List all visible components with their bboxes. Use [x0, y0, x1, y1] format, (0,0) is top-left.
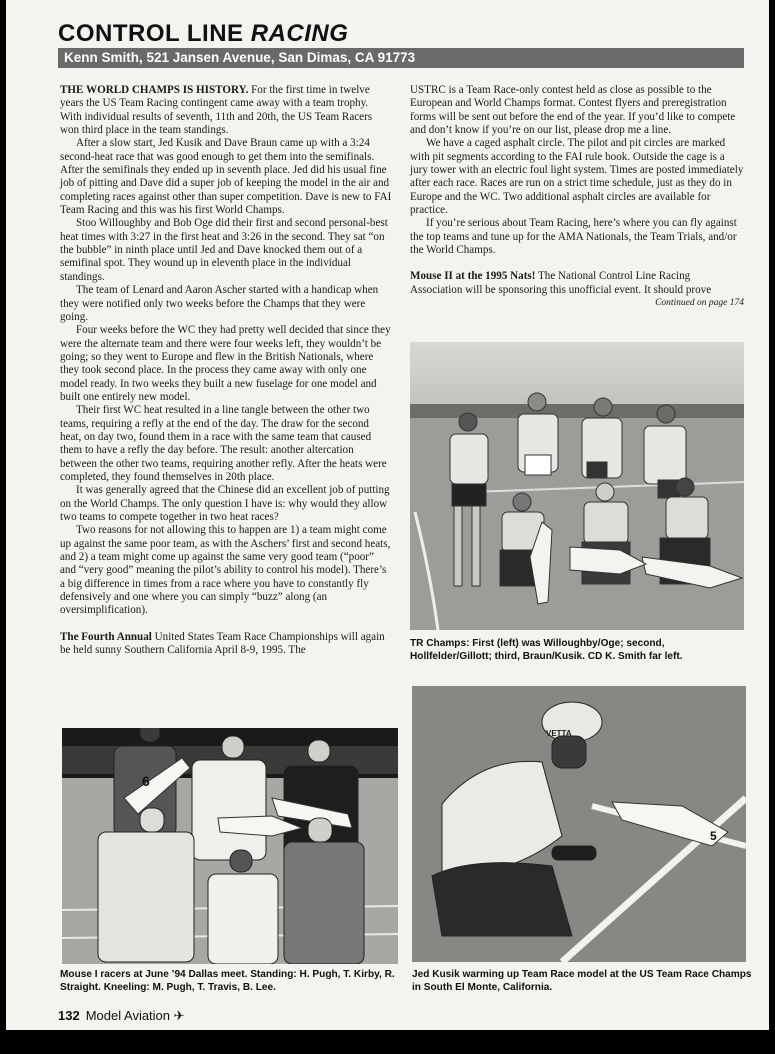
section-title: [58, 20, 348, 50]
photo-jed-kusik: [412, 686, 746, 962]
article-paragraph: Their first WC heat resulted in a line tangle between the other two teams, requiring a refly at the end of the day. The draw for the second heat, on day two, found them in a race with the same team that caused them to have a refly the day before. The result: another altercation between the other two teams, requiring another refly. After the heats were completed, they found themselves in 20th place.: [60, 404, 387, 483]
lead-in: Mouse II at the 1995 Nats!: [410, 270, 536, 283]
photo-jed-kusik-image: [412, 686, 746, 962]
magazine-name: Model Aviation: [85, 1008, 171, 1023]
left-column: [60, 84, 392, 657]
article-paragraph: [60, 631, 392, 658]
caption-jed-kusik: Jed Kusik warming up Team Race model at the US Team Race Champs in South El Monte, California.: [412, 969, 752, 993]
article-paragraph: Four weeks before the WC they had pretty well decided that since they were the alternate team and there were four weeks left, they wouldn’t be going; so they went to Europe and flew in the British Nationals, where they took second place. In the process they came away with only one model ready. In two weeks they built a new fuselage for one model and built one entirely new model.: [60, 324, 391, 403]
magazine-page: [6, 0, 769, 1030]
photo-tr-champs: [410, 342, 744, 630]
article-paragraph: It was generally agreed that the Chinese did an excellent job of putting on the World Champs. The only question I have is: why would they allow two teams to compete together in two heat races?: [60, 484, 390, 523]
continued-note: Continued on page 174: [655, 298, 744, 309]
paragraph-text: For the first time in twelve years the US Team Racing contingent came away with a team trophy. With individual results of seventh, 11th and 20th, the US Team Racers won third place in the team standings.: [60, 84, 373, 137]
lead-in: The Fourth Annual: [60, 630, 152, 643]
article-paragraph: Two reasons for not allowing this to happen are 1) a team might come up against the same poor team, as with the Aschers’ first and second heats, and 2) a team might come up against the same very good team (“poor” and “very good” meaning the pilot’s ability to control his model). There’s a big difference in times from a race where you have to constantly fly defensively and one where you can simply “buzz” along (an oversimplification).: [60, 524, 391, 617]
plane-icon: ✈: [173, 1008, 185, 1023]
lead-in: THE WORLD CHAMPS IS HISTORY.: [60, 84, 249, 96]
page-footer: [58, 1008, 185, 1026]
author-byline: Kenn Smith, 521 Jansen Avenue, San Dimas, CA 91773: [64, 50, 416, 65]
article-paragraph: [60, 84, 392, 137]
caption-tr-champs: TR Champs: First (left) was Willoughby/Oge; second, Hollfelder/Gillott; third, Braun/Kusik. CD K. Smith far left.: [410, 638, 683, 662]
right-column: [410, 84, 744, 310]
race-number-6: 6: [142, 773, 150, 789]
author-byline-bar: [58, 48, 744, 68]
section-title-plain: CONTROL LINE: [58, 20, 244, 47]
article-paragraph: After a slow start, Jed Kusik and Dave Braun came up with a 3:24 second-heat race that was good enough to get them into the semifinals. After the semifinals they ended up in seventh place. Jed did his usual fine job of pitting and Dave did a super job of keeping the model in the air and completing races against other than super competition. Dave is new to FAI Team Racing and this was his first World Champs.: [60, 137, 392, 217]
caption-mouse-racers: Mouse I racers at June ’94 Dallas meet. Standing: H. Pugh, T. Kirby, R. Straight. Kneeling: M. Pugh, T. Travis, B. Lee.: [60, 969, 395, 993]
section-title-italic: RACING: [250, 20, 349, 47]
photo-mouse-racers: [62, 728, 398, 964]
article-paragraph: We have a caged asphalt circle. The pilot and pit circles are marked with pit segments according to the FAI rule book. Outside the cage is a jury tower with an electric foul light system. Times are posted immediately after each race. Races are run on a strict time schedule, just as they do in Europe and the WC. Two additional asphalt circles are available for practice.: [410, 137, 744, 217]
article-paragraph: [410, 270, 744, 297]
paragraph-text: The National Control Line Racing Association will be sponsoring this unofficial event. It should prove: [410, 270, 712, 296]
article-paragraph: If you’re serious about Team Racing, here’s where you can fly against the top teams and tune up for the AMA Nationals, the Team Trials, and/or the World Champs.: [410, 217, 737, 257]
paragraph-text: United States Team Race Championships will again be held sunny Southern California April 8-9, 1995. The: [60, 630, 385, 657]
race-number-5: 5: [710, 829, 717, 843]
article-paragraph: Stoo Willoughby and Bob Oge did their first and second personal-best heat times with 3:27 in the first heat and 3:26 in the second. They sat “on the bubble” in ninth place until Jed and Dave knocked them out of a semifinal spot. They wound up in eleventh place in the individual standings.: [60, 217, 388, 283]
article-paragraph: The team of Lenard and Aaron Ascher started with a handicap when they were notified only two weeks before the Champs that they were going.: [60, 284, 379, 323]
photo-tr-champs-image: [410, 342, 744, 630]
article-paragraph: USTRC is a Team Race-only contest held as close as possible to the European and World Champs format. Contest flyers and preregistration forms will be sent out before the end of the year. If you’d like to compete and don’t know if you’re on our list, please drop me a line.: [410, 84, 736, 137]
photo-mouse-racers-image: [62, 728, 398, 964]
page-number: 132: [58, 1008, 80, 1023]
helmet-text: VETTA: [546, 729, 572, 738]
